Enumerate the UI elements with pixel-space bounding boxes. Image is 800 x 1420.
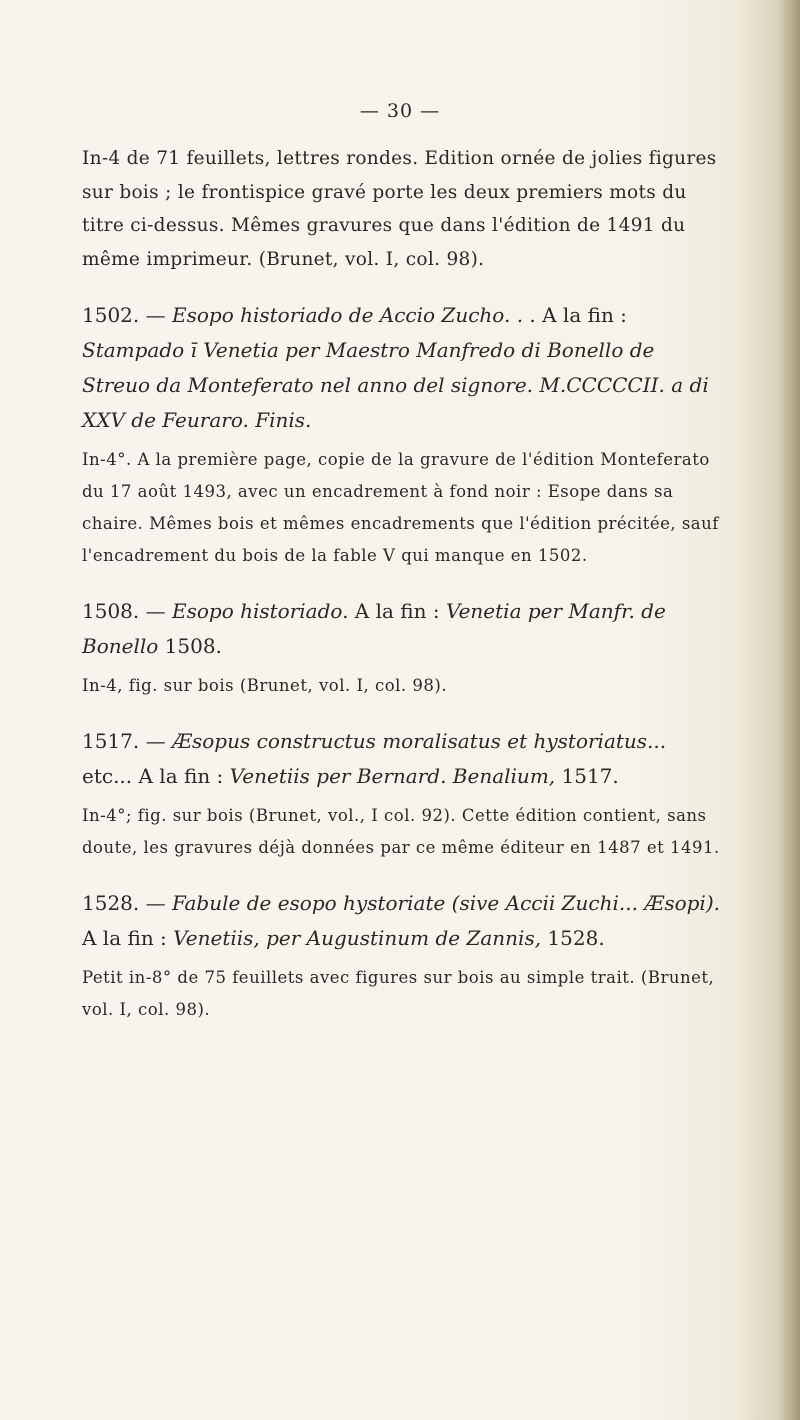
entry-tail: 1528.	[541, 926, 605, 950]
entry-1502	[82, 298, 722, 438]
entry-1508	[82, 594, 722, 664]
entry-mid: A la fin :	[535, 303, 627, 327]
entry-title: Fabule de esopo hystoriate (sive Accii Zuchi... Æsopi).	[171, 891, 720, 915]
entry-title: Æsopus constructus moralisatus et hystoriatus...	[171, 729, 667, 753]
entry-note	[82, 962, 722, 1026]
note-text: In-4 de 71 feuillets, lettres rondes. Edition ornée de jolies figures sur bois ; le frontispice gravé porte les deux premiers mots du titre ci-dessus. Mêmes gravures que dans l'édition de 1491 du même imprimeur. (Brunet, vol. I, col. 98).	[82, 148, 717, 270]
entry-dash: —	[139, 891, 172, 915]
entry-mid: A la fin :	[348, 599, 446, 623]
entry-year: 1508.	[82, 599, 140, 623]
entry-1528	[82, 886, 722, 956]
entry-note	[82, 444, 722, 572]
note-text: In-4°; fig. sur bois (Brunet, vol., I col. 92). Cette édition contient, sans doute, les gravures déjà données par ce même éditeur en 1487 et 1491.	[82, 806, 720, 857]
entry-1517	[82, 724, 722, 794]
entry-note	[82, 670, 722, 702]
entry-title: Esopo historiado de Accio Zucho. . .	[171, 303, 536, 327]
entry-colophon: Venetiis per Bernard. Benalium,	[229, 764, 556, 788]
entry-year: 1517.	[82, 729, 140, 753]
entry-colophon: Venetia per Manfr. de Bonello	[82, 599, 666, 658]
entry-mid: etc... A la fin :	[82, 764, 230, 788]
note-text: In-4°. A la première page, copie de la gravure de l'édition Monteferato du 17 août 1493, avec un encadrement à fond noir : Esope dans sa chaire. Mêmes bois et mêmes encadrements que l'édition précitée, sauf l'encadrement du bois de la fable V qui manque en 1502.	[82, 450, 719, 565]
entry-dash: —	[139, 599, 172, 623]
entry-dash: —	[139, 303, 172, 327]
entry-tail: 1517.	[555, 764, 619, 788]
entry-title: Esopo historiado.	[171, 599, 349, 623]
note-text: In-4, fig. sur bois (Brunet, vol. I, col. 98).	[82, 676, 448, 695]
page-body	[82, 142, 722, 1026]
page-edge-shadow	[778, 0, 800, 1420]
entry-colophon: Stampado ī Venetia per Maestro Manfredo di Bonello de Streuo da Monteferato nel anno del signore. M.CCCCCII. a di XXV de Feuraro. Finis.	[82, 338, 709, 432]
entry-colophon: Venetiis, per Augustinum de Zannis,	[173, 926, 542, 950]
entry-tail: 1508.	[158, 634, 222, 658]
entry-note	[82, 142, 722, 276]
note-text: Petit in-8° de 75 feuillets avec figures sur bois au simple trait. (Brunet, vol. I, col. 98).	[82, 968, 715, 1019]
page-number: — 30 —	[359, 100, 441, 122]
entry-mid: A la fin :	[82, 926, 174, 950]
entry-note	[82, 800, 722, 864]
entry-year: 1528.	[82, 891, 140, 915]
entry-year: 1502.	[82, 303, 140, 327]
entry-dash: —	[139, 729, 172, 753]
